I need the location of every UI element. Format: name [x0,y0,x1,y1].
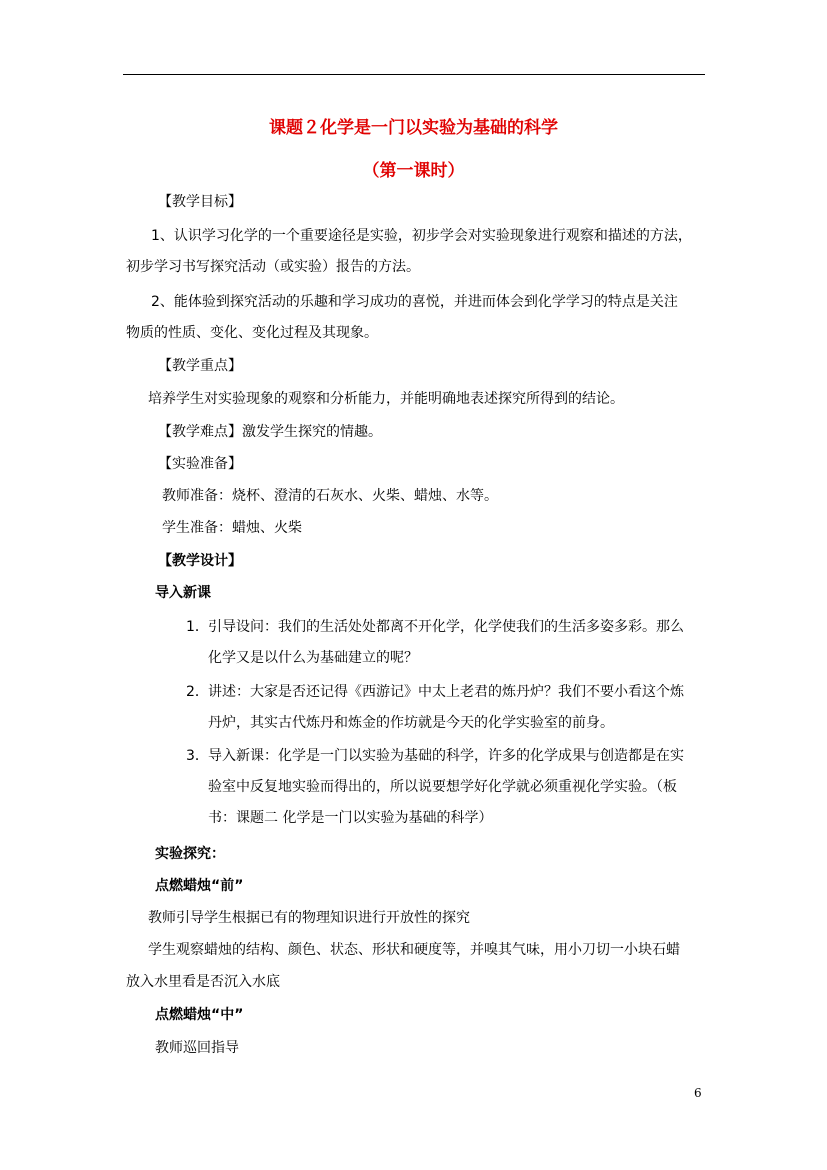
item-3-line-3: 书：课题二 化学是一门以实验为基础的科学） [208,810,493,826]
item-3-number: 3． [186,748,209,764]
before-text-2-line-2: 放入水里看是否沉入水底 [126,974,280,990]
header-rule [123,74,705,75]
difficulty-line [158,422,382,442]
objective-1-line-2: 初步学习书写探究活动（或实验）报告的方法。 [126,259,420,275]
teacher-prep: 教师准备：烧杯、澄清的石灰水、火柴、蜡烛、水等。 [162,488,498,504]
document-title: 课题２化学是一门以实验为基础的科学 [269,118,558,138]
design-heading: 【教学设计】 [158,553,242,569]
item-2-line-1: 讲述：大家是否还记得《西游记》中太上老君的炼丹炉？我们不要小看这个炼 [208,684,684,700]
student-prep: 学生准备：蜡烛、火柴 [162,520,302,536]
before-text-2-line-1: 学生观察蜡烛的结构、颜色、状态、形状和硬度等，并嗅其气味，用小刀切一小块石蜡 [148,942,680,958]
keypoints-text: 培养学生对实验现象的观察和分析能力，并能明确地表述探究所得到的结论。 [148,391,624,407]
objectives-heading: 【教学目标】 [158,194,242,210]
item-3-line-2: 验室中反复地实验而得出的，所以说要想学好化学就必须重视化学实验。（板 [208,779,677,795]
item-1-line-1: 引导设问：我们的生活处处都离不开化学，化学使我们的生活多姿多彩。那么 [208,619,684,635]
prep-heading: 【实验准备】 [158,456,242,472]
item-2-number: 2． [186,684,209,700]
objective-2-line-1: 2、能体验到探究活动的乐趣和学习成功的喜悦，并进而体会到化学学习的特点是关注 [151,294,678,310]
difficulty-text: 激发学生探究的情趣。 [242,424,382,440]
during-text: 教师巡回指导 [155,1040,239,1056]
item-3-line-1: 导入新课：化学是一门以实验为基础的科学，许多的化学成果与创造都是在实 [208,748,684,764]
before-heading: 点燃蜡烛“前” [155,878,244,894]
item-2-line-2: 丹炉，其实古代炼丹和炼金的作坊就是今天的化学实验室的前身。 [208,715,614,731]
difficulty-heading: 【教学难点】 [158,424,242,440]
item-1-number: 1． [186,619,209,635]
document-subtitle: （第一课时） [362,161,465,181]
page-number: 6 [694,1086,702,1100]
item-1-line-2: 化学又是以什么为基础建立的呢？ [208,650,418,666]
objective-1-line-1: 1、认识学习化学的一个重要途径是实验，初步学会对实验现象进行观察和描述的方法， [151,228,692,244]
explore-heading: 实验探究： [155,846,225,862]
objective-2-line-2: 物质的性质、变化、变化过程及其现象。 [126,325,378,341]
before-text-1: 教师引导学生根据已有的物理知识进行开放性的探究 [148,910,470,926]
intro-heading: 导入新课 [155,585,211,601]
keypoints-heading: 【教学重点】 [158,358,242,374]
during-heading: 点燃蜡烛“中” [155,1007,244,1023]
